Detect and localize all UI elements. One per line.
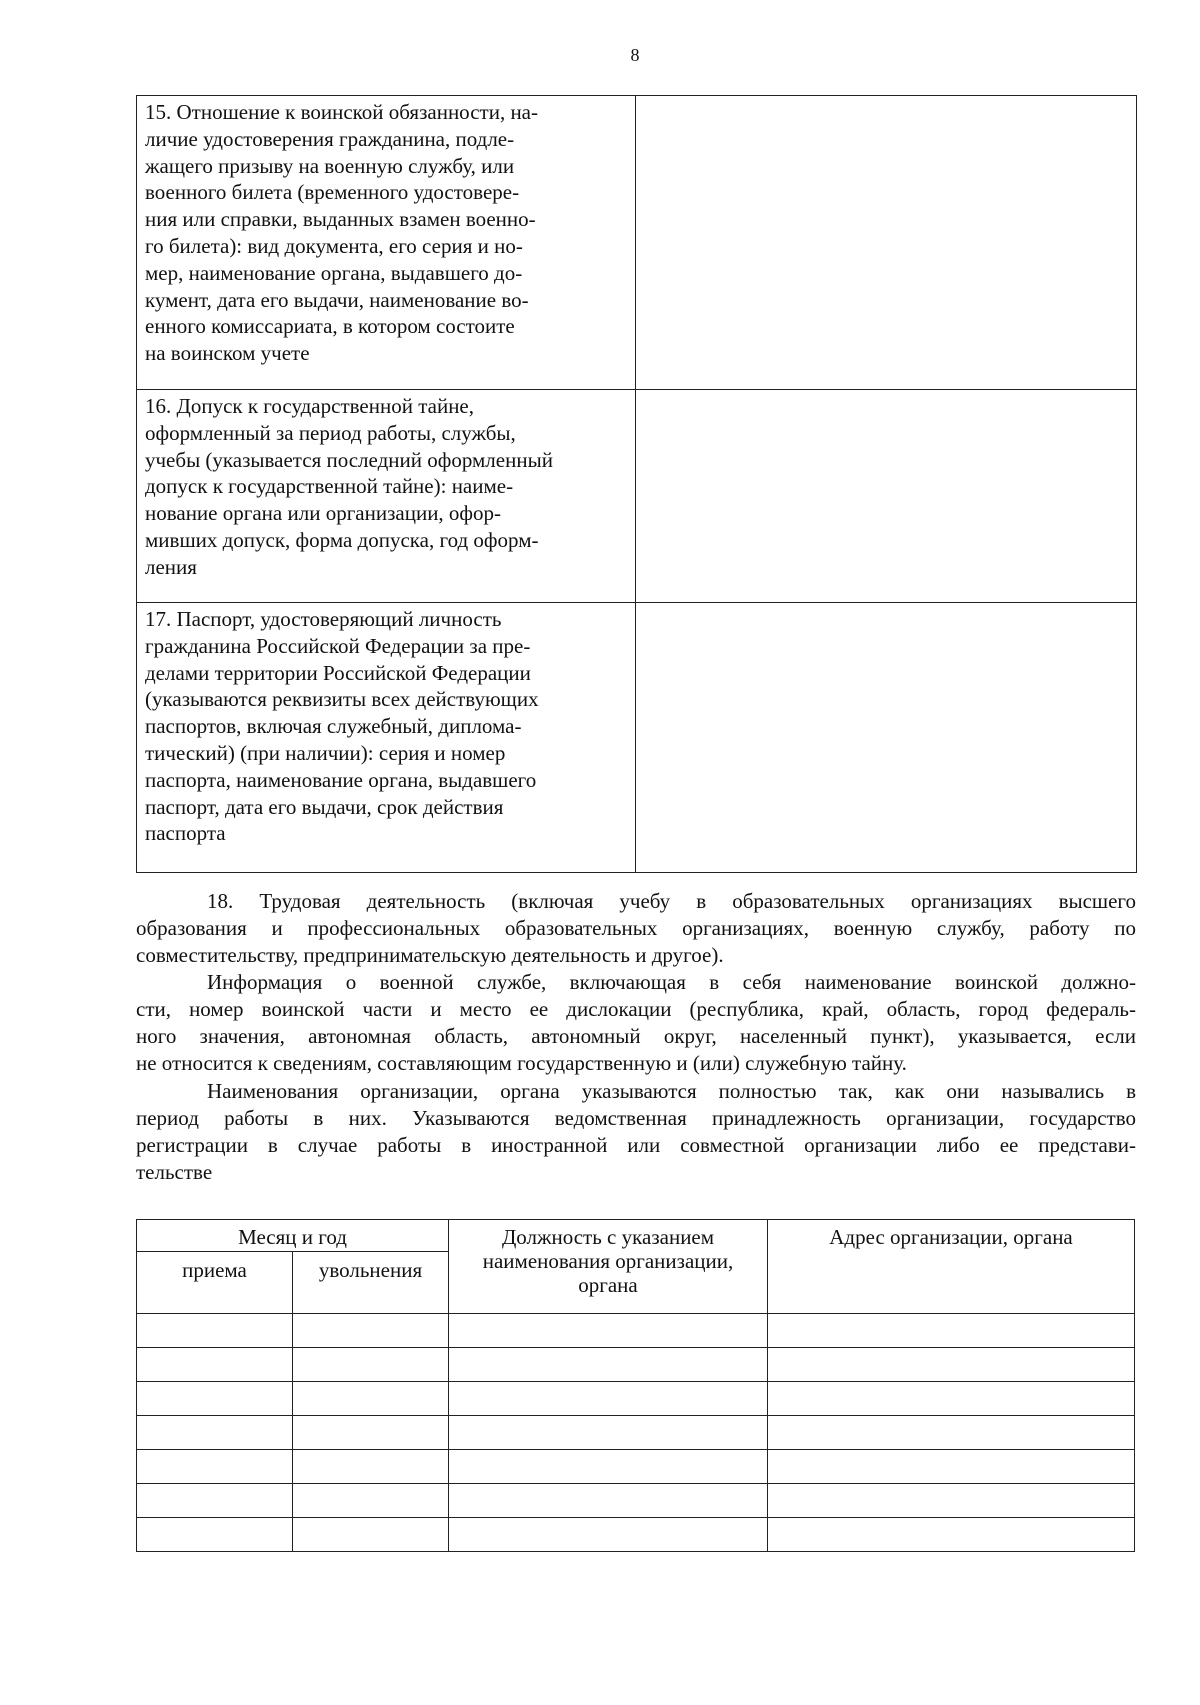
position-cell[interactable] bbox=[449, 1450, 768, 1484]
question-line: делами территории Российской Федерации bbox=[145, 660, 531, 685]
paragraph-line: период работы в них. Указываются ведомственная принадлежность организации, государство bbox=[136, 1106, 1136, 1130]
page-number: 8 bbox=[630, 45, 640, 65]
question-row-17 bbox=[137, 603, 1137, 873]
address-cell[interactable] bbox=[768, 1348, 1135, 1382]
address-cell[interactable] bbox=[768, 1382, 1135, 1416]
header-position bbox=[449, 1220, 768, 1314]
table-row bbox=[137, 1518, 1135, 1552]
dismissal-date-cell[interactable] bbox=[293, 1450, 449, 1484]
header-position-line: органа bbox=[578, 1273, 638, 1297]
address-cell[interactable] bbox=[768, 1416, 1135, 1450]
position-cell[interactable] bbox=[449, 1314, 768, 1348]
hire-date-cell[interactable] bbox=[137, 1484, 293, 1518]
header-dismissal: увольнения bbox=[293, 1252, 449, 1314]
paragraph-line: образования и профессиональных образовательных организациях, военную службу, работу по bbox=[136, 916, 1136, 940]
hire-date-cell[interactable] bbox=[137, 1314, 293, 1348]
address-cell[interactable] bbox=[768, 1518, 1135, 1552]
dismissal-date-cell[interactable] bbox=[293, 1348, 449, 1382]
section-18-military-note bbox=[136, 969, 1136, 1077]
question-line: личие удостоверения гражданина, подле- bbox=[145, 126, 515, 151]
paragraph-line: сти, номер воинской части и место ее дислокации (республика, край, область, город федераль- bbox=[136, 997, 1136, 1021]
question-text-15 bbox=[137, 96, 636, 390]
employment-table-header bbox=[137, 1220, 1135, 1252]
header-hire: приема bbox=[137, 1252, 293, 1314]
question-row-16 bbox=[137, 390, 1137, 603]
position-cell[interactable] bbox=[449, 1416, 768, 1450]
table-row bbox=[137, 1382, 1135, 1416]
position-cell[interactable] bbox=[449, 1348, 768, 1382]
question-row-15 bbox=[137, 96, 1137, 390]
hire-date-cell[interactable] bbox=[137, 1450, 293, 1484]
question-line: паспортов, включая служебный, диплома- bbox=[145, 714, 522, 739]
paragraph-line: Информация о военной службе, включающая в себя наименование воинской должно- bbox=[207, 970, 1136, 994]
question-line: паспорта bbox=[145, 821, 226, 846]
header-month-year: Месяц и год bbox=[137, 1220, 449, 1252]
answer-field-16[interactable] bbox=[636, 390, 1137, 603]
address-cell[interactable] bbox=[768, 1450, 1135, 1484]
question-line: гражданина Российской Федерации за пре- bbox=[145, 633, 531, 658]
question-line: го билета): вид документа, его серия и но- bbox=[145, 233, 523, 258]
question-line: мер, наименование органа, выдавшего до- bbox=[145, 260, 523, 285]
address-cell[interactable] bbox=[768, 1314, 1135, 1348]
question-line: тический) (при наличии): серия и номер bbox=[145, 740, 506, 765]
header-address: Адрес организации, органа bbox=[768, 1220, 1135, 1314]
question-line: учебы (указывается последний оформленный bbox=[145, 447, 553, 472]
question-line: 16. Допуск к государственной тайне, bbox=[145, 394, 475, 418]
questions-table bbox=[136, 95, 1137, 873]
section-18-organization-note bbox=[136, 1078, 1136, 1186]
question-line: допуск к государственной тайне): наиме- bbox=[145, 474, 514, 499]
answer-field-17[interactable] bbox=[636, 603, 1137, 873]
paragraph-line: Наименования организации, органа указываются полностью так, как они назывались в bbox=[207, 1079, 1136, 1103]
question-line: мивших допуск, форма допуска, год оформ- bbox=[145, 527, 539, 552]
question-line: кумент, дата его выдачи, наименование во- bbox=[145, 287, 529, 312]
table-row bbox=[137, 1314, 1135, 1348]
question-line: нование органа или организации, офор- bbox=[145, 501, 502, 526]
answer-field-15[interactable] bbox=[636, 96, 1137, 390]
hire-date-cell[interactable] bbox=[137, 1518, 293, 1552]
dismissal-date-cell[interactable] bbox=[293, 1314, 449, 1348]
question-line: ления bbox=[145, 554, 197, 579]
position-cell[interactable] bbox=[449, 1484, 768, 1518]
question-line: военного билета (временного удостовере- bbox=[145, 180, 520, 205]
dismissal-date-cell[interactable] bbox=[293, 1484, 449, 1518]
question-line: оформленный за период работы, службы, bbox=[145, 420, 516, 445]
section-18-intro bbox=[136, 888, 1136, 969]
paragraph-line: тельстве bbox=[136, 1160, 213, 1184]
position-cell[interactable] bbox=[449, 1518, 768, 1552]
question-line: жащего призыву на военную службу, или bbox=[145, 153, 515, 178]
table-row bbox=[137, 1484, 1135, 1518]
question-line: ния или справки, выданных взамен военно- bbox=[145, 207, 536, 232]
hire-date-cell[interactable] bbox=[137, 1348, 293, 1382]
header-position-line: Должность с указанием bbox=[501, 1225, 715, 1249]
dismissal-date-cell[interactable] bbox=[293, 1382, 449, 1416]
paragraph-line: регистрации в случае работы в иностранной или совместной организации либо ее представи- bbox=[136, 1133, 1136, 1157]
question-text-17 bbox=[137, 603, 636, 873]
table-row bbox=[137, 1450, 1135, 1484]
paragraph-line: 18. Трудовая деятельность (включая учебу в образовательных организациях высшего bbox=[207, 889, 1136, 913]
paragraph-line: не относится к сведениям, составляющим государственную и (или) служебную тайну. bbox=[136, 1051, 907, 1075]
dismissal-date-cell[interactable] bbox=[293, 1416, 449, 1450]
table-row bbox=[137, 1416, 1135, 1450]
hire-date-cell[interactable] bbox=[137, 1382, 293, 1416]
hire-date-cell[interactable] bbox=[137, 1416, 293, 1450]
address-cell[interactable] bbox=[768, 1484, 1135, 1518]
position-cell[interactable] bbox=[449, 1382, 768, 1416]
employment-table bbox=[136, 1219, 1135, 1552]
table-row bbox=[137, 1348, 1135, 1382]
paragraph-line: совместительству, предпринимательскую деятельность и другое). bbox=[136, 943, 724, 967]
question-line: 15. Отношение к воинской обязанности, на- bbox=[145, 100, 538, 124]
question-text-16 bbox=[137, 390, 636, 603]
header-position-line: наименования организации, bbox=[482, 1249, 734, 1273]
question-line: 17. Паспорт, удостоверяющий личность bbox=[145, 607, 502, 631]
question-line: паспорта, наименование органа, выдавшего bbox=[145, 767, 537, 792]
paragraph-line: ного значения, автономная область, автономный округ, населенный пункт), указывается, если bbox=[136, 1024, 1136, 1048]
dismissal-date-cell[interactable] bbox=[293, 1518, 449, 1552]
question-line: енного комиссариата, в котором состоите bbox=[145, 314, 515, 339]
question-line: на воинском учете bbox=[145, 341, 310, 366]
question-line: (указываются реквизиты всех действующих bbox=[145, 687, 539, 712]
question-line: паспорт, дата его выдачи, срок действия bbox=[145, 794, 504, 819]
